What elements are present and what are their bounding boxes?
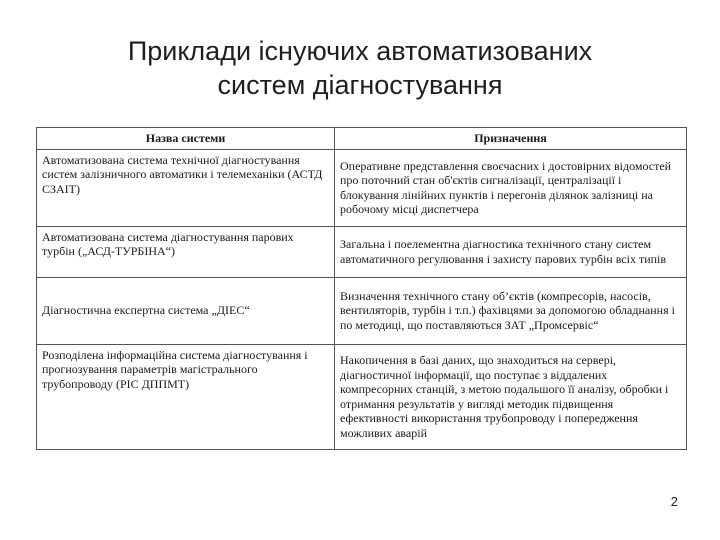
- system-purpose-cell: Визначення технічного стану об’єктів (компресорів, насосів, вентиляторів, турбін і т.п.) фахівцями за допомогою обладнання і по методиці, що поставляються ЗАТ „Промсервіс“: [335, 277, 687, 344]
- table-row: [37, 149, 687, 226]
- slide-title-line-2: систем діагностування: [217, 70, 503, 100]
- system-name-cell: Автоматизована система технічної діагностування систем залізничного автоматики і телемеханіки (АСТД СЗАІТ): [37, 149, 335, 226]
- system-purpose-cell: Накопичення в базі даних, що знаходиться на сервері, діагностичної інформації, що поступає з віддалених компресорних станцій, з метою подальшого її аналізу, обробки і отримання результатів у вигляді методик підвищення ефективності використання трубопроводу і попередження можливих аварій: [335, 344, 687, 449]
- slide-title: [0, 34, 720, 102]
- system-name-cell: Автоматизована система діагностування парових турбін („АСД-ТУРБІНА“): [37, 226, 335, 277]
- header-system-name: Назва системи: [37, 128, 335, 150]
- system-purpose-cell: Загальна і поелементна діагностика технічного стану систем автоматичного регулювання і захисту парових турбін всіх типів: [335, 226, 687, 277]
- system-purpose-cell: Оперативне представлення своєчасних і достовірних відомостей про поточний стан об'єктів сигналізації, централізації і блокування лінійних пунктів і перегонів ділянок залізниці на робочому місці диспетчера: [335, 149, 687, 226]
- system-name-cell: Розподілена інформаційна система діагностування і прогнозування параметрів магістрального трубопроводу (РІС ДППМТ): [37, 344, 335, 449]
- page-number: 2: [670, 494, 678, 509]
- system-name-cell: Діагностична експертна система „ДІЕС“: [37, 277, 335, 344]
- systems-table: [36, 127, 687, 450]
- slide-title-line-1: Приклади існуючих автоматизованих: [127, 36, 593, 66]
- header-purpose: Призначення: [335, 128, 687, 150]
- table-header-row: [37, 128, 687, 150]
- table-row: [37, 344, 687, 449]
- table-row: [37, 226, 687, 277]
- table-row: [37, 277, 687, 344]
